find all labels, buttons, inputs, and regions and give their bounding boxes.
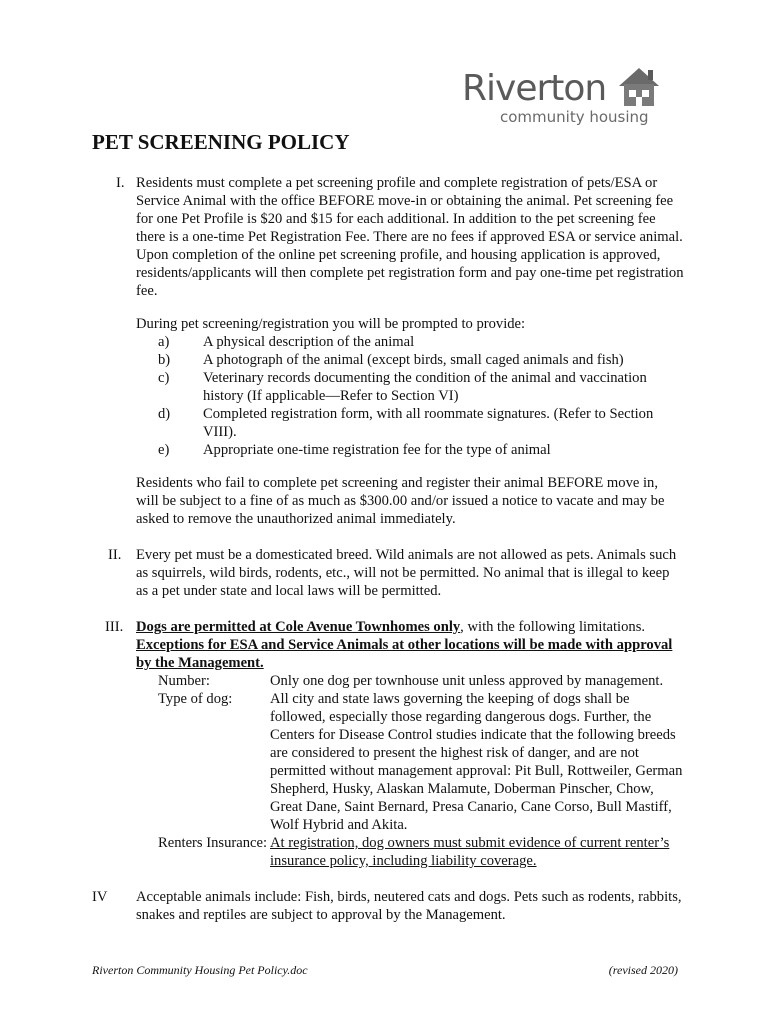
section-1-paragraph-3: Residents who fail to complete pet screening and register their animal BEFORE move in, will be subject to a fine of as much as $300.00 and/or issued a notice to vacate and may be asked to remove the unauthorized animal immediately. <box>136 475 665 527</box>
list-item-label: e) <box>158 442 170 458</box>
dogs-permitted-rest: , with the following limitations. <box>460 619 646 635</box>
list-item-text: Veterinary records documenting the condition of the animal and vaccination history (If applicable—Refer to Section VI) <box>203 370 647 404</box>
list-item-text: A photograph of the animal (except birds, small caged animals and fish) <box>203 352 624 368</box>
list-item <box>158 369 688 405</box>
required-items-list <box>158 333 688 459</box>
section-3-number: III. <box>105 619 124 635</box>
list-item-label: b) <box>158 352 171 368</box>
footer-filename: Riverton Community Housing Pet Policy.doc <box>92 963 308 977</box>
definition-renters-insurance <box>158 834 688 870</box>
list-item-text: A physical description of the animal <box>203 334 415 350</box>
number-text: Only one dog per townhouse unit unless approved by management. <box>270 673 664 689</box>
list-item-text: Completed registration form, with all roommate signatures. (Refer to Section VIII). <box>203 406 654 440</box>
definition-number <box>158 672 688 690</box>
renters-insurance-text: At registration, dog owners must submit evidence of current renter’s insurance policy, including liability coverage. <box>270 835 670 869</box>
house-icon <box>615 64 663 110</box>
section-1-paragraph-1: Residents must complete a pet screening profile and complete registration of pets/ESA or Service Animal with the office BEFORE move-in or obtaining the animal. Pet screening fee for one Pet Profile is $20 and $15 for each additional. In addition to the pet screening fee there is a one-time Pet Registration Fee. There are no fees if approved ESA or service animal. Upon completion of the online pet screening profile, and housing application is approved, residents/applicants will then complete pet registration form and pay one-time pet registration fee. <box>136 175 684 299</box>
logo-subtitle: community housing <box>500 108 649 126</box>
exceptions-note: Exceptions for ESA and Service Animals at other locations will be made with approval by the Management. <box>136 637 673 671</box>
riverton-logo <box>462 64 672 128</box>
list-item <box>158 405 688 441</box>
section-4-paragraph: Acceptable animals include: Fish, birds, neutered cats and dogs. Pets such as rodents, rabbits, snakes and reptiles are subject to approval by the Management. <box>136 889 682 923</box>
dogs-permitted-heading: Dogs are permitted at Cole Avenue Townhomes only <box>136 619 461 635</box>
section-4-number: IV <box>92 889 108 905</box>
footer-revision: (revised 2020) <box>608 963 678 977</box>
section-3-lead <box>136 618 684 672</box>
section-2-paragraph: Every pet must be a domesticated breed. Wild animals are not allowed as pets. Animals such as squirrels, wild birds, rodents, etc., will not be permitted. No animal that is illegal to keep as a pet under state and local laws will be permitted. <box>136 547 677 599</box>
logo-wordmark: Riverton <box>462 68 607 109</box>
definition-type-of-dog <box>158 690 688 834</box>
list-item <box>158 351 688 369</box>
type-of-dog-term: Type of dog: <box>158 691 233 707</box>
section-1-number: I. <box>116 175 125 191</box>
list-item <box>158 333 688 351</box>
renters-insurance-term: Renters Insurance: <box>158 835 268 851</box>
list-item-label: d) <box>158 406 171 422</box>
section-2-number: II. <box>108 547 122 563</box>
list-item-label: a) <box>158 334 170 350</box>
dog-limitations <box>158 672 688 870</box>
list-item-label: c) <box>158 370 170 386</box>
number-term: Number: <box>158 673 210 689</box>
type-of-dog-text: All city and state laws governing the keeping of dogs shall be followed, especially those regarding dangerous dogs. Further, the Centers for Disease Control studies indicate that the following breeds are considered to present the highest risk of danger, and are not permitted without management approval: Pit Bull, Rottweiler, German Shepherd, Husky, Alaskan Malamute, Doberman Pinscher, Chow, Great Dane, Saint Bernard, Presa Canario, Cane Corso, Bull Mastiff, Wolf Hybrid and Akita. <box>270 691 683 833</box>
list-item-text: Appropriate one-time registration fee for the type of animal <box>203 442 551 458</box>
page-title: PET SCREENING POLICY <box>92 130 350 154</box>
list-item <box>158 441 688 459</box>
section-1-paragraph-2: During pet screening/registration you will be prompted to provide: <box>136 316 526 332</box>
